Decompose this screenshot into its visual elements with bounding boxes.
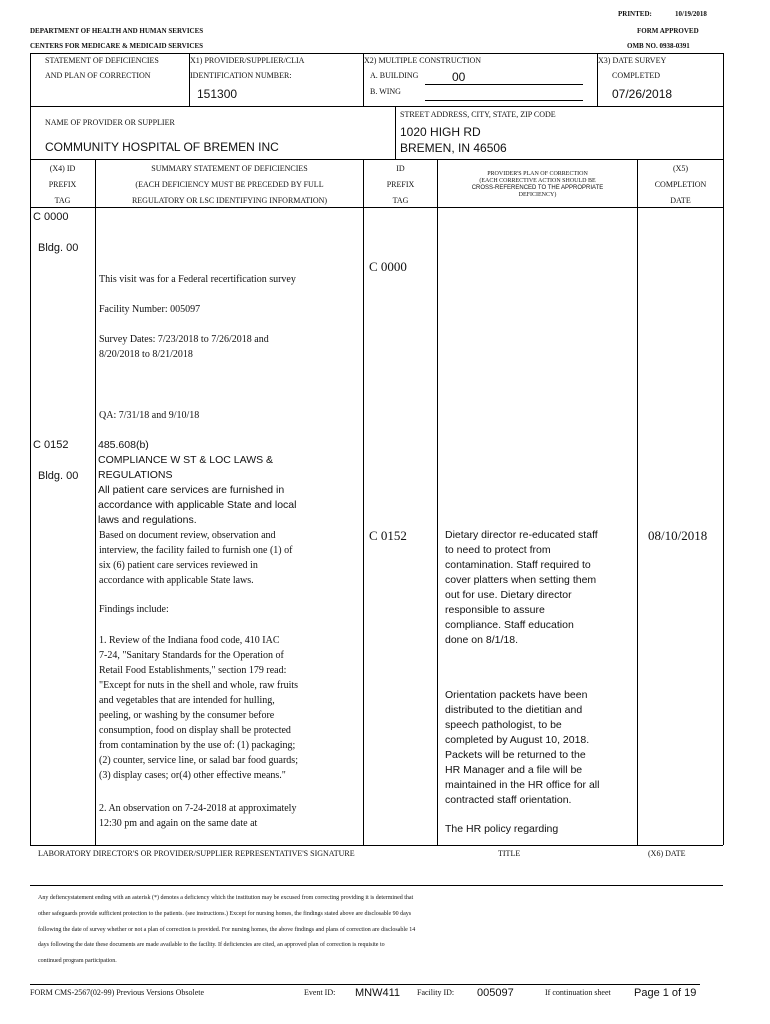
summary-instruction: (EACH DEFICIENCY MUST BE PRECEDED BY FULL: [135, 180, 324, 189]
id-tag-c0000: C 0000: [369, 259, 407, 274]
completion-label: COMPLETION: [654, 180, 707, 189]
facility-number: Facility Number: 005097: [99, 304, 201, 315]
qa-dates: QA: 7/31/18 and 9/10/18: [99, 410, 200, 421]
footnote-line-3: following the date of survey whether or not a plan of correction is provided. For nursing homes, the above findings and plans of correction are disclosable 14: [38, 927, 416, 933]
footnote-line-4: days following the date these documents are made available to the facility. If deficiencies are cited, an approved plan of correction is requisite to: [38, 942, 385, 948]
footnote-line-5: continued program participation.: [38, 958, 117, 964]
title-label: TITLE: [498, 849, 521, 858]
omb-number: OMB NO. 0938-0391: [627, 42, 690, 50]
plan-of-correction-label: PROVIDER'S PLAN OF CORRECTION: [487, 171, 588, 177]
plan-instruction-3: DEFICIENCY): [518, 192, 557, 198]
wing-label: B. WING: [370, 87, 401, 96]
completed-label: COMPLETED: [612, 71, 660, 80]
identification-label: IDENTIFICATION NUMBER:: [190, 71, 292, 80]
correction-plan-3: The HR policy regarding: [445, 823, 559, 835]
summary-instruction-2: REGULATORY OR LSC IDENTIFYING INFORMATION): [131, 196, 328, 205]
findings-include: Findings include:: [99, 604, 169, 615]
department-title: DEPARTMENT OF HEALTH AND HUMAN SERVICES: [30, 27, 204, 35]
x4-prefix-label: PREFIX: [48, 180, 77, 189]
form-approved: FORM APPROVED: [637, 27, 699, 35]
x6-date-label: (X6) DATE: [648, 849, 686, 858]
summary-label: SUMMARY STATEMENT OF DEFICIENCIES: [151, 164, 308, 173]
page-number: Page 1 of 19: [634, 987, 697, 999]
correction-plan-2: Orientation packets have been distributed to the dietitian and speech pathologist, to be completed by August 10, 2018. Packets will be returned to the HR Manager and a file will be maintained in the HR office for all contracted staff orientation.: [445, 689, 600, 806]
finding-1: 1. Review of the Indiana food code, 410 IAC 7-24, "Sanitary Standards for the Operation of Retail Food Establishments," section 179 read: "Except for nuts in the shell and whole, raw fruits and vegetables that are intended for hulling, peeling, or washing by the consumer before consumption, food on display shall be protected from contamination by the use of: (1) packaging; (2) counter, service line, or salad bar food guards; (3) display cases; or(4) other effective means.": [99, 635, 299, 781]
id-label: ID: [396, 164, 405, 173]
form-number: FORM CMS-2567(02-99) Previous Versions Obsolete: [30, 988, 205, 997]
centers-title: CENTERS FOR MEDICARE & MEDICAID SERVICES: [30, 42, 204, 50]
plan-instruction-2: CROSS-REFERENCED TO THE APPROPRIATE: [471, 185, 604, 191]
deficiency-tag-c0152: C 0152: [33, 439, 69, 451]
date-survey-label: X3) DATE SURVEY: [598, 56, 667, 65]
facility-id-label: Facility ID:: [417, 988, 455, 997]
x5-label: (X5): [672, 164, 689, 173]
visit-description: This visit was for a Federal recertification survey: [99, 274, 296, 285]
provider-id-label: X1) PROVIDER/SUPPLIER/CLIA: [190, 56, 305, 65]
footnote-line-2: other safeguards provide sufficient protection to the patients. (see instructions.) Except for nursing homes, the findings stated above are disclosable 90 days: [38, 911, 412, 917]
provider-name-label: NAME OF PROVIDER OR SUPPLIER: [45, 118, 175, 127]
survey-dates: Survey Dates: 7/23/2018 to 7/26/2018 and 8/20/2018 to 8/21/2018: [99, 334, 269, 360]
printed-label: PRINTED:: [618, 10, 652, 18]
building-tag-2: Bldg. 00: [38, 470, 79, 482]
provider-id-value: 151300: [197, 87, 238, 101]
address-line2: BREMEN, IN 46506: [400, 141, 507, 155]
x4-tag-label: TAG: [54, 196, 71, 205]
id-tag-label: TAG: [392, 196, 409, 205]
finding-summary: Based on document review, observation and interview, the facility failed to furnish one (1) of six (6) patient care services reviewed in accordance with applicable State laws.: [99, 530, 293, 586]
x4-id-label: (X4) ID: [49, 164, 76, 173]
event-id-value: MNW411: [355, 987, 401, 999]
printed-date: 10/19/2018: [675, 10, 707, 18]
multiple-construction-label: X2) MULTIPLE CONSTRUCTION: [364, 56, 482, 65]
survey-date-value: 07/26/2018: [612, 87, 673, 101]
provider-name-value: COMMUNITY HOSPITAL OF BREMEN INC: [45, 140, 279, 154]
footnote-line-1: Any defiencystatement ending with an asterisk (*) denotes a deficiency which the institution may be excused from correcting providing it is determined that: [38, 895, 414, 901]
date-label: DATE: [670, 196, 691, 205]
finding-2: 2. An observation on 7-24-2018 at approximately 12:30 pm and again on the same date at: [99, 803, 297, 829]
plan-label: AND PLAN OF CORRECTION: [45, 71, 151, 80]
regulation-header: 485.608(b) COMPLIANCE W ST & LOC LAWS & REGULATIONS All patient care services are furnished in accordance with applicable State and local laws and regulations.: [98, 439, 297, 526]
completion-date: 08/10/2018: [648, 528, 708, 543]
correction-plan-1: Dietary director re-educated staff to need to protect from contamination. Staff required to cover platters when setting them out for use. Dietary director responsible to assure compliance. Staff education done on 8/1/18.: [445, 529, 598, 646]
event-id-label: Event ID:: [304, 988, 336, 997]
building-tag-1: Bldg. 00: [38, 242, 79, 254]
deficiency-tag-c0000: C 0000: [33, 211, 69, 223]
id-prefix-label: PREFIX: [386, 180, 415, 189]
plan-instruction-1: (EACH CORRECTIVE ACTION SHOULD BE: [479, 178, 596, 184]
statement-label: STATEMENT OF DEFICIENCIES: [45, 56, 159, 65]
building-value: 00: [452, 70, 466, 84]
signature-label: LABORATORY DIRECTOR'S OR PROVIDER/SUPPLIER REPRESENTATIVE'S SIGNATURE: [38, 849, 355, 858]
continuation-label: If continuation sheet: [545, 988, 611, 997]
address-label: STREET ADDRESS, CITY, STATE, ZIP CODE: [400, 110, 556, 119]
facility-id-value: 005097: [477, 987, 514, 999]
building-label: A. BUILDING: [370, 71, 419, 80]
address-line1: 1020 HIGH RD: [400, 125, 481, 139]
id-tag-c0152: C 0152: [369, 528, 407, 543]
